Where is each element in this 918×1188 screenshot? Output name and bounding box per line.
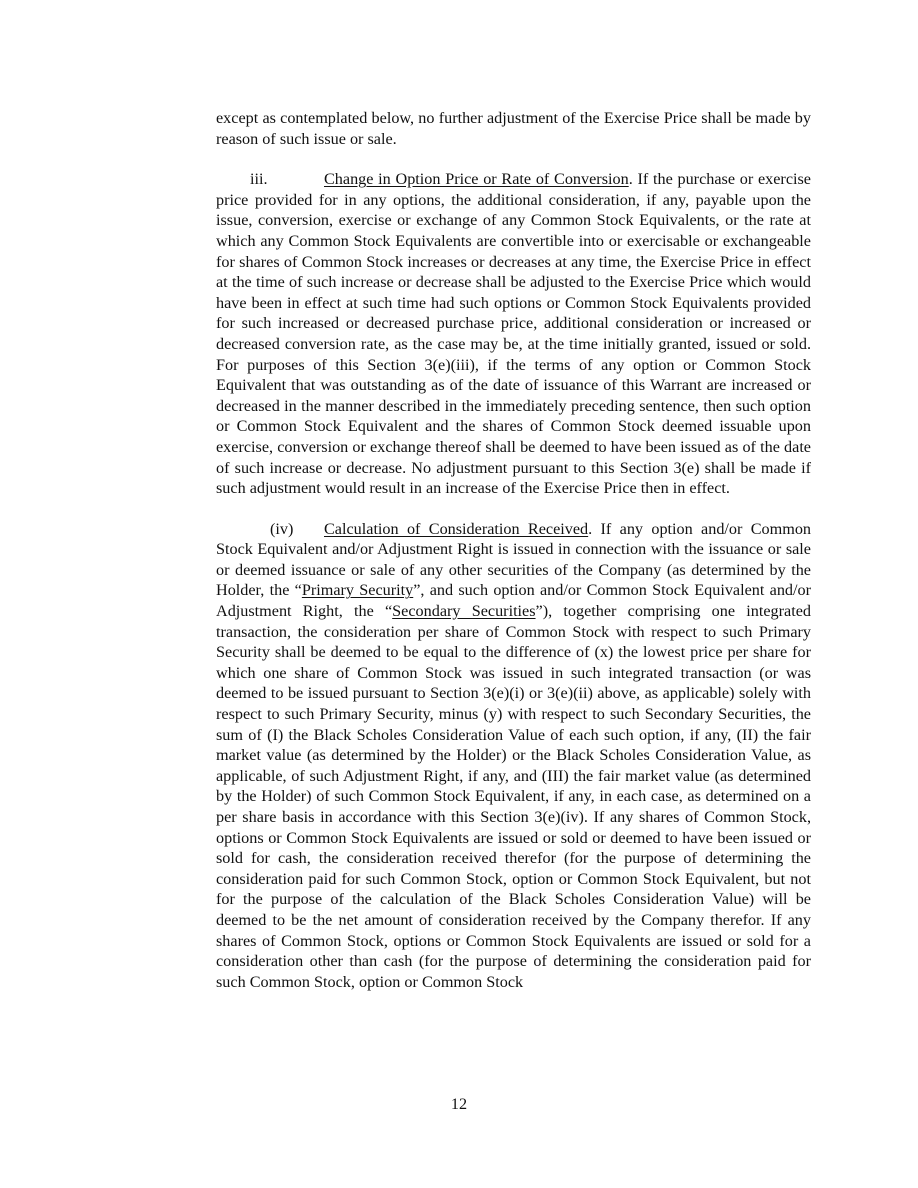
page-number: 12 — [450, 1095, 468, 1113]
section-iii-paragraph — [216, 169, 811, 499]
section-iv-body-part2: ”, and such option and/or Common Stock Equivalent and/or Adjustment Right, the “ — [216, 581, 811, 621]
section-iii-body: If the purchase or exercise price provided for in any options, the additional consideration, if any, payable upon the issue, conversion, exercise or exchange of any Common Stock Equivalents, or the rate at which any Common Stock Equivalents are convertible into or exercisable or exchangeable for shares of Common Stock increases or decreases at any time, the Exercise Price in effect at the time of such increase or decrease shall be adjusted to the Exercise Price which would have been in effect at such time had such options or Common Stock Equivalents provided for such increased or decreased purchase price, additional consideration or increased or decreased conversion rate, as the case may be, at the time initially granted, issued or sold. For purposes of this Section 3(e)(iii), if the terms of any option or Common Stock Equivalent that was outstanding as of the date of issuance of this Warrant are increased or decreased in the manner described in the immediately preceding sentence, then such option or Common Stock Equivalent and the shares of Common Stock deemed issuable upon exercise, conversion or exchange thereof shall be deemed to have been issued as of the date of such increase or decrease. No adjustment pursuant to this Section 3(e) shall be made if such adjustment would result in an increase of the Exercise Price then in effect. — [216, 170, 811, 498]
defined-term-secondary-securities: Secondary Securities — [392, 602, 536, 621]
document-page — [216, 108, 811, 1012]
section-iv-heading-end: . — [588, 519, 593, 538]
section-iv-number: (iv) — [270, 519, 294, 538]
section-iv-body-part1: If any option and/or Common Stock Equivalent and/or Adjustment Right is issued in connection with the issuance or sale or deemed issuance or sale of any other securities of the Company (as determined by the Holder, the “ — [216, 519, 812, 600]
section-iv-paragraph — [216, 519, 811, 993]
paragraph-continuation: except as contemplated below, no further adjustment of the Exercise Price shall be made by reason of such issue or sale. — [216, 109, 811, 148]
section-iii-heading-end: . — [628, 170, 633, 189]
section-iii-number: iii. — [250, 170, 268, 189]
defined-term-primary-security: Primary Security — [301, 581, 414, 600]
section-iii-heading: Change in Option Price or Rate of Conversion — [324, 170, 629, 189]
section-iv-heading: Calculation of Consideration Received — [324, 519, 589, 538]
section-iv-body-part3: ”), together comprising one integrated transaction, the consideration per share of Common Stock with respect to such Primary Security shall be deemed to be equal to the difference of (x) the lowest price per share for which one share of Common Stock was issued in such integrated transaction (or was deemed to be issued pursuant to Section 3(e)(i) or 3(e)(ii) above, as applicable) solely with respect to such Primary Security, minus (y) with respect to such Secondary Securities, the sum of (I) the Black Scholes Consideration Value of each such option, if any, (II) the fair market value (as determined by the Holder) or the Black Scholes Consideration Value, as applicable, of such Adjustment Right, if any, and (III) the fair market value (as determined by the Holder) of such Common Stock Equivalent, if any, in each case, as determined on a per share basis in accordance with this Section 3(e)(iv). If any shares of Common Stock, options or Common Stock Equivalents are issued or sold or deemed to have been issued or sold for cash, the consideration received therefor (for the purpose of determining the consideration paid for such Common Stock, option or Common Stock Equivalent, but not for the purpose of the calculation of the Black Scholes Consideration Value) will be deemed to be the net amount of consideration received by the Company therefor. If any shares of Common Stock, options or Common Stock Equivalents are issued or sold for a consideration other than cash (for the purpose of determining the consideration paid for such Common Stock, option or Common Stock — [216, 602, 811, 991]
